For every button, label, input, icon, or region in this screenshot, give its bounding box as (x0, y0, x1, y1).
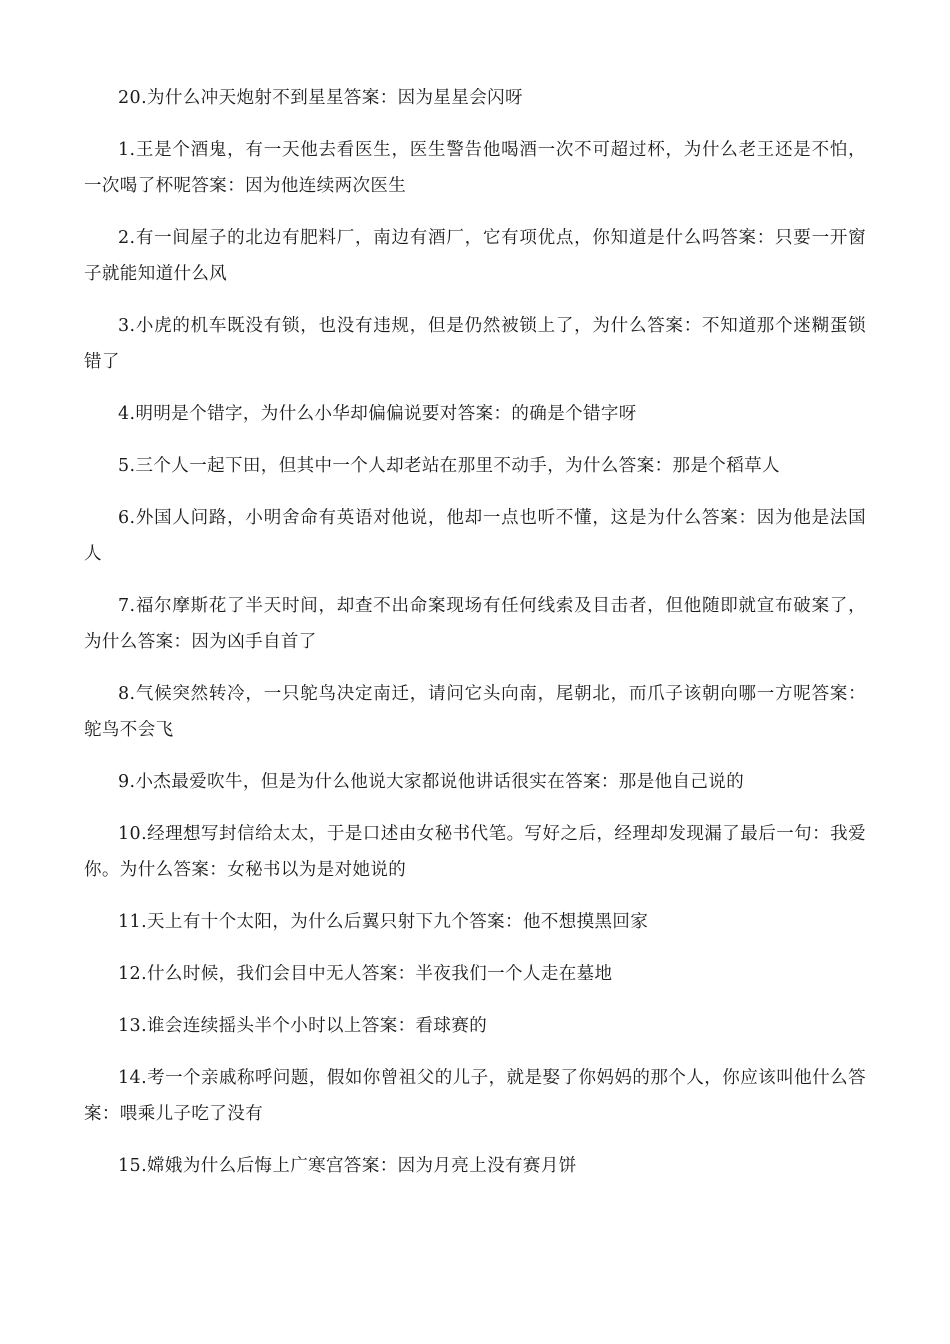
riddle-paragraph: 3.小虎的机车既没有锁，也没有违规，但是仍然被锁上了，为什么答案：不知道那个迷糊蛋锁错了 (84, 316, 866, 372)
riddle-paragraph: 7.福尔摩斯花了半天时间，却查不出命案现场有任何线索及目击者，但他随即就宣布破案了，为什么答案：因为凶手自首了 (84, 596, 866, 652)
riddle-paragraph: 15.嫦娥为什么后悔上广寒宫答案：因为月亮上没有赛月饼 (118, 1156, 577, 1176)
riddle-paragraph: 10.经理想写封信给太太，于是口述由女秘书代笔。写好之后，经理却发现漏了最后一句：我爱你。为什么答案：女秘书以为是对她说的 (84, 824, 866, 880)
riddle-paragraph: 6.外国人问路，小明舍命有英语对他说，他却一点也听不懂，这是为什么答案：因为他是法国人 (84, 508, 866, 564)
riddle-paragraph: 13.谁会连续摇头半个小时以上答案：看球赛的 (118, 1016, 488, 1036)
riddle-paragraph: 11.天上有十个太阳，为什么后翼只射下九个答案：他不想摸黑回家 (118, 912, 649, 932)
riddle-paragraph: 9.小杰最爱吹牛，但是为什么他说大家都说他讲话很实在答案：那是他自己说的 (118, 772, 745, 792)
riddle-paragraph: 5.三个人一起下田，但其中一个人却老站在那里不动手，为什么答案：那是个稻草人 (118, 456, 780, 476)
riddle-paragraph: 12.什么时候，我们会目中无人答案：半夜我们一个人走在墓地 (118, 964, 613, 984)
riddle-paragraph: 14.考一个亲戚称呼问题，假如你曾祖父的儿子，就是娶了你妈妈的那个人，你应该叫他什么答案：喂乘儿子吃了没有 (84, 1068, 866, 1124)
riddle-paragraph: 8.气候突然转冷，一只鸵鸟决定南迁，请问它头向南，尾朝北，而爪子该朝向哪一方呢答案：鸵鸟不会飞 (84, 684, 866, 740)
riddle-paragraph: 2.有一间屋子的北边有肥料厂，南边有酒厂，它有项优点，你知道是什么吗答案：只要一开窗子就能知道什么风 (84, 228, 866, 284)
riddle-paragraph: 4.明明是个错字，为什么小华却偏偏说要对答案：的确是个错字呀 (118, 404, 637, 424)
riddle-paragraph: 20.为什么冲天炮射不到星星答案：因为星星会闪呀 (118, 88, 523, 108)
riddle-paragraph: 1.王是个酒鬼，有一天他去看医生，医生警告他喝酒一次不可超过杯，为什么老王还是不怕，一次喝了杯呢答案：因为他连续两次医生 (84, 140, 866, 196)
